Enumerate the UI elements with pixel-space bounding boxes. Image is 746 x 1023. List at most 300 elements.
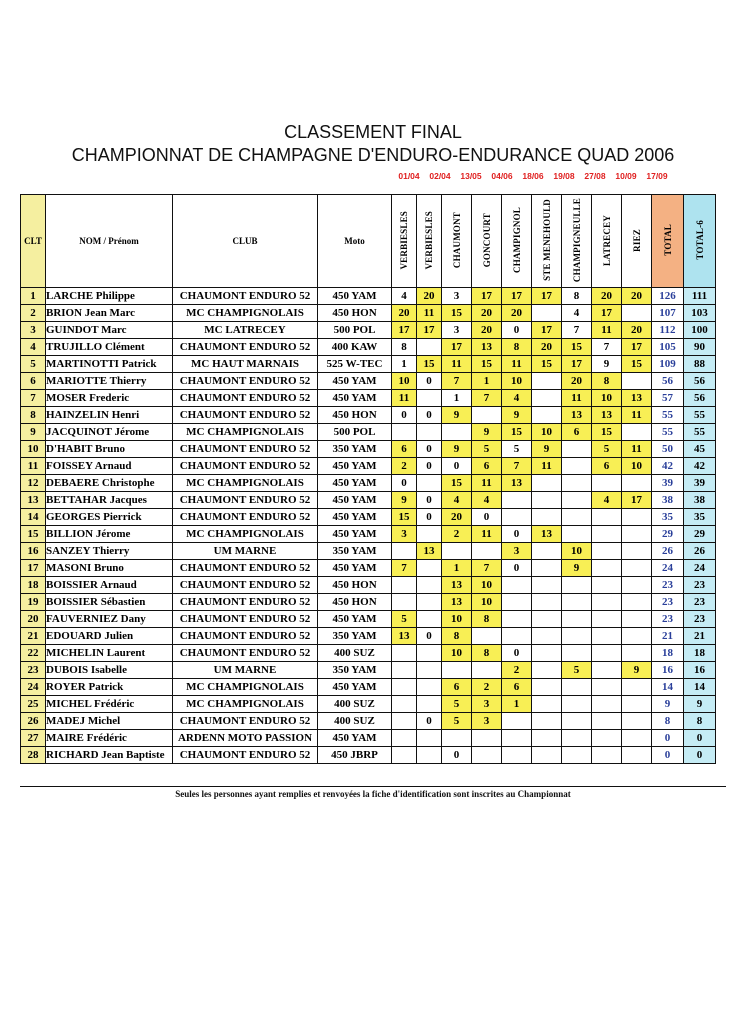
total-points: 14: [652, 679, 684, 696]
moto-cell: 350 YAM: [318, 628, 392, 645]
race-points: [472, 407, 502, 424]
race-points: 10: [592, 390, 622, 407]
race-points: [592, 509, 622, 526]
race-points: 15: [592, 424, 622, 441]
race-points: 3: [502, 543, 532, 560]
race-points: [622, 645, 652, 662]
rank-cell: 22: [21, 645, 46, 662]
total-points: 56: [652, 373, 684, 390]
race-points: [532, 679, 562, 696]
standings-row: [21, 288, 716, 305]
race-points: 10: [562, 543, 592, 560]
club-name: CHAUMONT ENDURO 52: [173, 611, 318, 628]
race-points: 4: [562, 305, 592, 322]
race-date: 17/09: [646, 171, 668, 181]
race-points: 0: [417, 628, 442, 645]
race-points: 13: [472, 339, 502, 356]
race-points: 7: [442, 373, 472, 390]
moto-cell: 450 YAM: [318, 679, 392, 696]
race-points: [502, 577, 532, 594]
race-points: 6: [472, 458, 502, 475]
total6-points: 9: [684, 696, 716, 713]
race-points: [562, 628, 592, 645]
race-points: 17: [622, 492, 652, 509]
race-name: VERBIESLES: [399, 210, 409, 270]
standings-row: [21, 594, 716, 611]
race-points: [562, 645, 592, 662]
race-date: 10/09: [615, 171, 637, 181]
total6-points: 88: [684, 356, 716, 373]
total-points: 23: [652, 577, 684, 594]
race-points: 6: [442, 679, 472, 696]
race-points: [532, 577, 562, 594]
race-points: 4: [502, 390, 532, 407]
race-points: 17: [442, 339, 472, 356]
race-points: 20: [472, 322, 502, 339]
race-points: 15: [442, 305, 472, 322]
race-date: 27/08: [584, 171, 606, 181]
race-points: [562, 458, 592, 475]
standings-row: [21, 322, 716, 339]
race-points: 9: [622, 662, 652, 679]
race-points: 2: [502, 662, 532, 679]
total-points: 0: [652, 730, 684, 747]
race-points: 10: [622, 458, 652, 475]
header-race: [442, 195, 472, 288]
rank-cell: 19: [21, 594, 46, 611]
race-points: 0: [472, 509, 502, 526]
rank-cell: 15: [21, 526, 46, 543]
race-points: [562, 679, 592, 696]
total-points: 105: [652, 339, 684, 356]
club-name: ARDENN MOTO PASSION: [173, 730, 318, 747]
moto-cell: 500 POL: [318, 424, 392, 441]
race-points: 0: [392, 407, 417, 424]
club-name: CHAUMONT ENDURO 52: [173, 458, 318, 475]
rider-name: FOISSEY Arnaud: [46, 458, 173, 475]
race-name: CHAUMONT: [451, 211, 462, 269]
standings-row: [21, 441, 716, 458]
rank-cell: 1: [21, 288, 46, 305]
race-points: [622, 543, 652, 560]
race-points: 9: [442, 441, 472, 458]
race-points: [532, 373, 562, 390]
header-clt: CLT: [21, 195, 46, 288]
header-race: [562, 195, 592, 288]
footnote: Seules les personnes ayant remplies et renvoyées la fiche d'identification sont inscrites au Championnat: [175, 789, 571, 799]
race-points: 20: [532, 339, 562, 356]
race-date: 01/04: [398, 171, 420, 181]
race-points: 2: [442, 526, 472, 543]
race-points: 15: [417, 356, 442, 373]
total-points: 0: [652, 747, 684, 764]
race-points: 8: [562, 288, 592, 305]
race-date: 18/06: [522, 171, 544, 181]
club-name: CHAUMONT ENDURO 52: [173, 713, 318, 730]
header-moto: Moto: [318, 195, 392, 288]
race-points: [392, 577, 417, 594]
standings-row: [21, 339, 716, 356]
race-points: 0: [502, 526, 532, 543]
race-points: [502, 611, 532, 628]
race-points: 17: [472, 288, 502, 305]
header-race: [592, 195, 622, 288]
moto-cell: 450 YAM: [318, 509, 392, 526]
total6-points: 16: [684, 662, 716, 679]
rider-name: BRION Jean Marc: [46, 305, 173, 322]
club-name: CHAUMONT ENDURO 52: [173, 509, 318, 526]
rank-cell: 27: [21, 730, 46, 747]
race-points: [417, 526, 442, 543]
race-name: VERBIESLES: [424, 210, 434, 270]
race-points: [592, 526, 622, 543]
race-points: [502, 492, 532, 509]
total6-points: 21: [684, 628, 716, 645]
race-points: 1: [392, 356, 417, 373]
race-points: [562, 730, 592, 747]
total-points: 107: [652, 305, 684, 322]
header-race: [472, 195, 502, 288]
standings-row: [21, 645, 716, 662]
moto-cell: 450 YAM: [318, 373, 392, 390]
rank-cell: 17: [21, 560, 46, 577]
race-points: 17: [502, 288, 532, 305]
total6-points: 23: [684, 577, 716, 594]
rider-name: FAUVERNIEZ Dany: [46, 611, 173, 628]
total6-points: 8: [684, 713, 716, 730]
race-points: 13: [392, 628, 417, 645]
race-points: 8: [442, 628, 472, 645]
race-points: [392, 645, 417, 662]
race-date: 04/06: [491, 171, 513, 181]
race-points: [562, 492, 592, 509]
race-points: 17: [532, 288, 562, 305]
race-points: 3: [472, 696, 502, 713]
race-points: [562, 475, 592, 492]
race-date: 02/04: [429, 171, 451, 181]
standings-row: [21, 577, 716, 594]
standings-row: [21, 662, 716, 679]
rider-name: MARIOTTE Thierry: [46, 373, 173, 390]
header-row: [21, 195, 716, 288]
race-dates: [390, 171, 670, 183]
race-points: 20: [392, 305, 417, 322]
rank-cell: 10: [21, 441, 46, 458]
club-name: MC CHAMPIGNOLAIS: [173, 696, 318, 713]
total6-points: 56: [684, 373, 716, 390]
race-points: 5: [592, 441, 622, 458]
race-date: 13/05: [460, 171, 482, 181]
rider-name: RICHARD Jean Baptiste: [46, 747, 173, 764]
moto-cell: 450 YAM: [318, 492, 392, 509]
race-points: 11: [592, 322, 622, 339]
club-name: MC CHAMPIGNOLAIS: [173, 475, 318, 492]
rider-name: JACQUINOT Jérome: [46, 424, 173, 441]
rider-name: MARTINOTTI Patrick: [46, 356, 173, 373]
standings-row: [21, 373, 716, 390]
race-points: 7: [592, 339, 622, 356]
standings-row: [21, 628, 716, 645]
moto-cell: 450 YAM: [318, 730, 392, 747]
header-race: [622, 195, 652, 288]
total-points: 57: [652, 390, 684, 407]
rank-cell: 2: [21, 305, 46, 322]
race-points: 17: [417, 322, 442, 339]
race-points: [592, 645, 622, 662]
race-points: [417, 662, 442, 679]
race-points: 9: [532, 441, 562, 458]
total-points: 38: [652, 492, 684, 509]
championship-subtitle: CHAMPIONNAT DE CHAMPAGNE D'ENDURO-ENDURANCE QUAD 2006: [71, 145, 675, 165]
race-points: 0: [502, 322, 532, 339]
race-points: [502, 713, 532, 730]
race-points: [532, 747, 562, 764]
race-points: [532, 730, 562, 747]
race-points: [592, 747, 622, 764]
race-points: 1: [442, 390, 472, 407]
total6-points: 55: [684, 407, 716, 424]
total-points: 29: [652, 526, 684, 543]
race-points: 0: [442, 458, 472, 475]
standings-row: [21, 492, 716, 509]
race-points: [622, 509, 652, 526]
rank-cell: 7: [21, 390, 46, 407]
standings-row: [21, 407, 716, 424]
race-points: 11: [622, 441, 652, 458]
race-points: [502, 730, 532, 747]
total6-points: 111: [684, 288, 716, 305]
standings-row: [21, 679, 716, 696]
race-points: [442, 424, 472, 441]
total6-points: 18: [684, 645, 716, 662]
race-points: 7: [472, 560, 502, 577]
race-points: 9: [472, 424, 502, 441]
race-points: [562, 594, 592, 611]
race-points: 17: [532, 322, 562, 339]
rider-name: BOISSIER Sébastien: [46, 594, 173, 611]
total6-points: 39: [684, 475, 716, 492]
header-name: NOM / Prénom: [46, 195, 173, 288]
header-race: [392, 195, 417, 288]
race-points: 20: [622, 288, 652, 305]
moto-cell: 400 SUZ: [318, 645, 392, 662]
race-points: 11: [417, 305, 442, 322]
total6-points: 38: [684, 492, 716, 509]
standings-row: [21, 747, 716, 764]
race-points: 8: [592, 373, 622, 390]
total6-points: 26: [684, 543, 716, 560]
race-points: [622, 305, 652, 322]
rider-name: HAINZELIN Henri: [46, 407, 173, 424]
race-name: CHAMPIGNEULLE: [571, 197, 582, 283]
race-points: [592, 577, 622, 594]
club-name: MC CHAMPIGNOLAIS: [173, 305, 318, 322]
race-points: 15: [502, 424, 532, 441]
header-total6: [684, 195, 716, 288]
race-points: [592, 475, 622, 492]
race-points: [532, 560, 562, 577]
race-points: [592, 679, 622, 696]
race-points: [532, 543, 562, 560]
race-points: [392, 662, 417, 679]
race-points: 13: [502, 475, 532, 492]
race-points: [417, 424, 442, 441]
rider-name: MASONI Bruno: [46, 560, 173, 577]
race-points: [417, 577, 442, 594]
rank-cell: 3: [21, 322, 46, 339]
race-points: [592, 560, 622, 577]
race-points: [392, 679, 417, 696]
moto-cell: 400 KAW: [318, 339, 392, 356]
rank-cell: 14: [21, 509, 46, 526]
race-points: [532, 390, 562, 407]
total6-label: TOTAL-6: [694, 220, 705, 260]
rank-cell: 8: [21, 407, 46, 424]
club-name: MC CHAMPIGNOLAIS: [173, 526, 318, 543]
rider-name: D'HABIT Bruno: [46, 441, 173, 458]
race-points: [417, 611, 442, 628]
club-name: CHAUMONT ENDURO 52: [173, 339, 318, 356]
rank-cell: 23: [21, 662, 46, 679]
race-points: 17: [592, 305, 622, 322]
header-club: CLUB: [173, 195, 318, 288]
rank-cell: 24: [21, 679, 46, 696]
race-points: 11: [562, 390, 592, 407]
race-points: [417, 747, 442, 764]
race-points: [622, 696, 652, 713]
race-points: [472, 662, 502, 679]
race-points: [532, 628, 562, 645]
race-points: [562, 713, 592, 730]
race-points: 6: [592, 458, 622, 475]
total6-points: 100: [684, 322, 716, 339]
club-name: UM MARNE: [173, 662, 318, 679]
race-points: 5: [392, 611, 417, 628]
club-name: MC CHAMPIGNOLAIS: [173, 679, 318, 696]
total-points: 23: [652, 611, 684, 628]
race-points: 3: [442, 288, 472, 305]
race-points: [502, 509, 532, 526]
race-points: 10: [392, 373, 417, 390]
race-points: 5: [562, 662, 592, 679]
race-points: 0: [502, 560, 532, 577]
race-points: 11: [442, 356, 472, 373]
rank-cell: 21: [21, 628, 46, 645]
total-label: TOTAL: [662, 224, 673, 256]
total-points: 26: [652, 543, 684, 560]
club-name: CHAUMONT ENDURO 52: [173, 747, 318, 764]
race-points: [622, 713, 652, 730]
race-points: 10: [532, 424, 562, 441]
race-points: [392, 543, 417, 560]
total-points: 18: [652, 645, 684, 662]
race-points: [532, 594, 562, 611]
race-points: 4: [472, 492, 502, 509]
race-points: [622, 747, 652, 764]
race-points: 11: [392, 390, 417, 407]
standings-row: [21, 696, 716, 713]
race-points: 6: [562, 424, 592, 441]
rider-name: BOISSIER Arnaud: [46, 577, 173, 594]
rider-name: DEBAERE Christophe: [46, 475, 173, 492]
total-points: 126: [652, 288, 684, 305]
rider-name: SANZEY Thierry: [46, 543, 173, 560]
rank-cell: 25: [21, 696, 46, 713]
moto-cell: 350 YAM: [318, 441, 392, 458]
race-points: [592, 713, 622, 730]
race-points: [622, 730, 652, 747]
total-points: 50: [652, 441, 684, 458]
race-points: [532, 645, 562, 662]
rider-name: MICHELIN Laurent: [46, 645, 173, 662]
total6-points: 23: [684, 594, 716, 611]
race-points: 2: [472, 679, 502, 696]
race-points: 13: [562, 407, 592, 424]
total6-points: 0: [684, 730, 716, 747]
race-points: [417, 390, 442, 407]
total-points: 9: [652, 696, 684, 713]
moto-cell: 450 YAM: [318, 458, 392, 475]
total-points: 24: [652, 560, 684, 577]
race-points: [442, 662, 472, 679]
header-race: [532, 195, 562, 288]
race-points: [417, 560, 442, 577]
race-points: 9: [442, 407, 472, 424]
race-points: [417, 339, 442, 356]
race-points: [592, 594, 622, 611]
page-title: CLASSEMENT FINAL: [284, 122, 462, 142]
rider-name: GUINDOT Marc: [46, 322, 173, 339]
race-points: 11: [502, 356, 532, 373]
race-points: [502, 747, 532, 764]
race-points: [532, 662, 562, 679]
header-race: [502, 195, 532, 288]
race-points: [562, 526, 592, 543]
race-points: [532, 611, 562, 628]
race-points: [392, 594, 417, 611]
race-points: 10: [472, 594, 502, 611]
rider-name: DUBOIS Isabelle: [46, 662, 173, 679]
race-points: [417, 679, 442, 696]
club-name: CHAUMONT ENDURO 52: [173, 628, 318, 645]
race-points: 13: [532, 526, 562, 543]
race-points: 10: [472, 577, 502, 594]
total6-points: 23: [684, 611, 716, 628]
race-points: 0: [417, 509, 442, 526]
race-points: 10: [502, 373, 532, 390]
total6-points: 90: [684, 339, 716, 356]
moto-cell: 450 HON: [318, 407, 392, 424]
standings-body: [21, 288, 716, 764]
race-points: [532, 696, 562, 713]
rank-cell: 11: [21, 458, 46, 475]
race-points: 20: [472, 305, 502, 322]
moto-cell: 400 SUZ: [318, 696, 392, 713]
race-name: STE MENEHOULD: [541, 199, 552, 281]
race-points: 11: [622, 407, 652, 424]
total6-points: 45: [684, 441, 716, 458]
total-points: 42: [652, 458, 684, 475]
race-points: 20: [502, 305, 532, 322]
race-points: 3: [392, 526, 417, 543]
total6-points: 29: [684, 526, 716, 543]
moto-cell: 450 HON: [318, 577, 392, 594]
race-points: 7: [562, 322, 592, 339]
race-points: 4: [392, 288, 417, 305]
club-name: CHAUMONT ENDURO 52: [173, 492, 318, 509]
rank-cell: 6: [21, 373, 46, 390]
club-name: CHAUMONT ENDURO 52: [173, 577, 318, 594]
